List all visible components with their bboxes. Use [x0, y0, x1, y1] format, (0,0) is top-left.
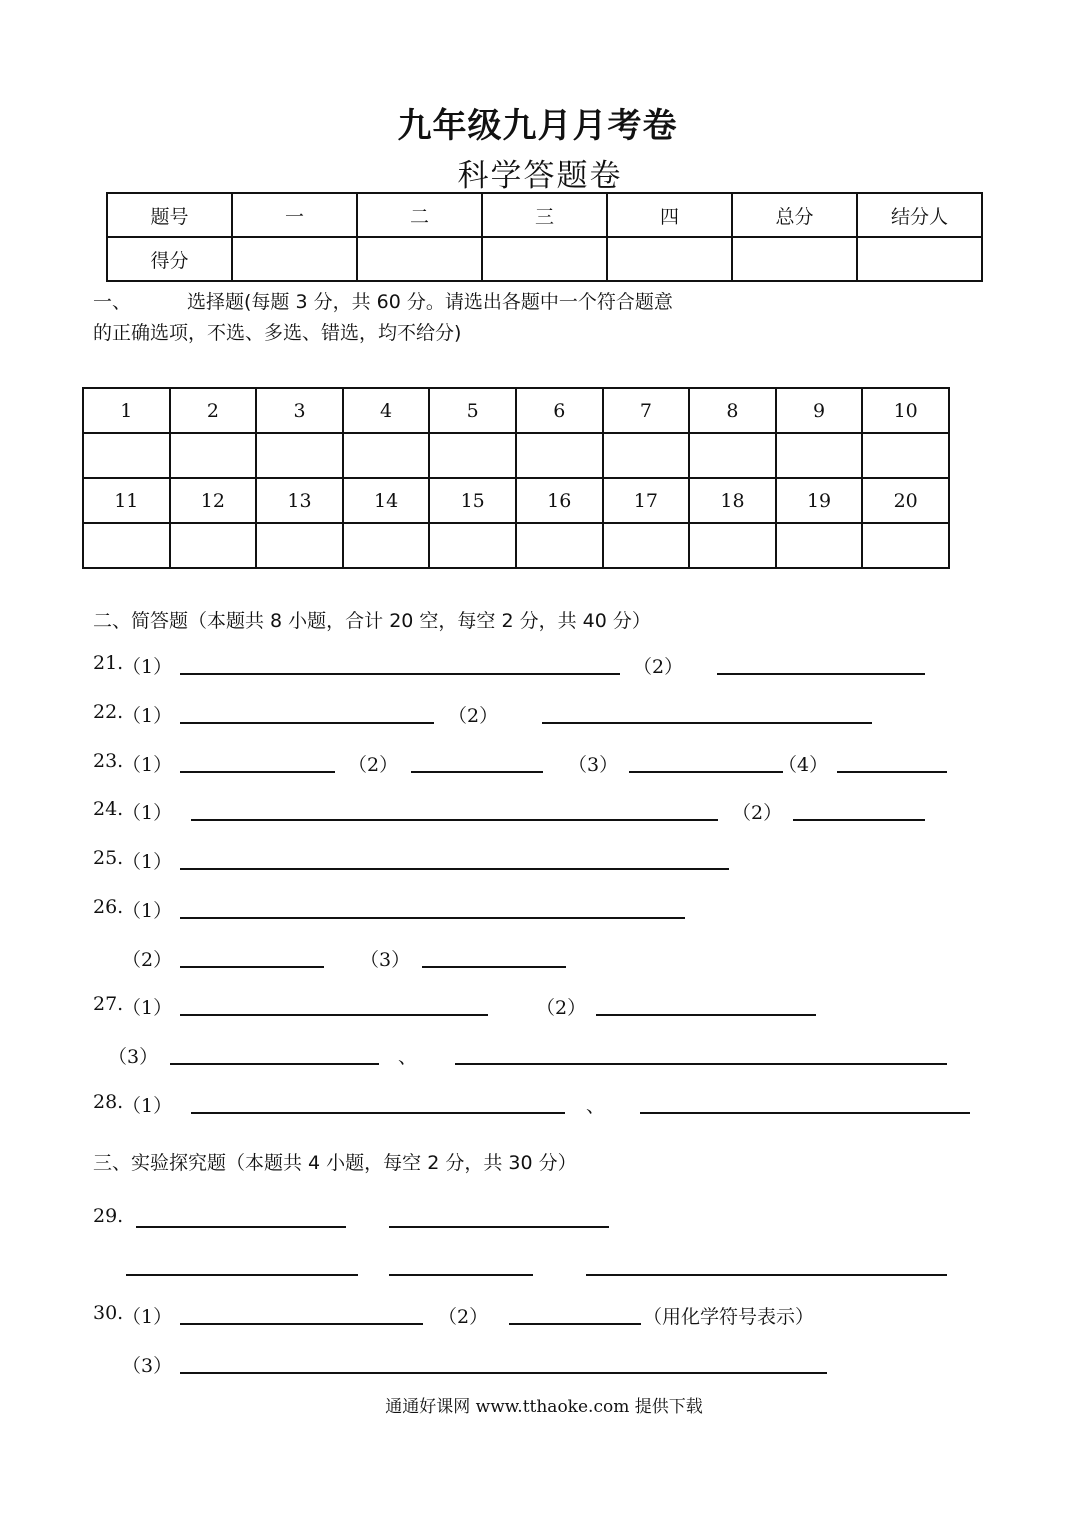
- q29-blank-1[interactable]: [136, 1226, 346, 1228]
- q24-part2-label: （2）: [732, 802, 783, 824]
- q28-part1-label: （1）: [122, 1095, 173, 1117]
- grid-number-row: [83, 388, 949, 433]
- score-row-label: 得分: [107, 237, 232, 281]
- score-cell[interactable]: [357, 237, 482, 281]
- q27-part3-blank-a[interactable]: [170, 1063, 379, 1065]
- score-cell[interactable]: [607, 237, 732, 281]
- section2-heading: 二、简答题（本题共 8 小题，合计 20 空，每空 2 分，共 40 分）: [93, 610, 651, 632]
- q21-part2-label: （2）: [633, 656, 684, 678]
- grid-answer-cell[interactable]: [689, 433, 776, 478]
- grid-answer-cell[interactable]: [343, 433, 430, 478]
- q26-number: 26.: [93, 896, 124, 918]
- q21-part1-label: （1）: [122, 656, 173, 678]
- q29-blank-4[interactable]: [389, 1274, 533, 1276]
- grid-answer-row: [83, 433, 949, 478]
- score-table: [106, 192, 983, 282]
- q25-part1-label: （1）: [122, 851, 173, 873]
- score-cell[interactable]: [232, 237, 357, 281]
- score-header-cell: 四: [607, 193, 732, 237]
- grid-answer-cell[interactable]: [256, 433, 343, 478]
- section3-heading: 三、实验探究题（本题共 4 小题，每空 2 分，共 30 分）: [93, 1152, 577, 1174]
- grid-answer-cell[interactable]: [603, 523, 690, 568]
- q28-part1-blank-a[interactable]: [191, 1112, 565, 1114]
- grid-number-cell: 10: [862, 388, 949, 433]
- q22-number: 22.: [93, 701, 124, 723]
- grid-answer-cell[interactable]: [343, 523, 430, 568]
- footer-text: 通通好课网 www.tthaoke.com 提供下载: [385, 1397, 703, 1417]
- q30-number: 30.: [93, 1302, 124, 1324]
- score-header-cell: 一: [232, 193, 357, 237]
- grid-answer-cell[interactable]: [776, 523, 863, 568]
- page-subtitle: 科学答题卷: [457, 158, 623, 194]
- grid-number-cell: 18: [689, 478, 776, 523]
- q27-part1-label: （1）: [122, 997, 173, 1019]
- grid-number-cell: 3: [256, 388, 343, 433]
- q22-part1-blank[interactable]: [180, 722, 434, 724]
- q23-part1-blank[interactable]: [180, 771, 335, 773]
- grid-number-cell: 12: [170, 478, 257, 523]
- q30-part2-blank[interactable]: [509, 1323, 641, 1325]
- grid-number-cell: 9: [776, 388, 863, 433]
- q26-part2-label: （2）: [122, 949, 173, 971]
- grid-answer-cell[interactable]: [516, 523, 603, 568]
- q27-separator: 、: [398, 1046, 418, 1068]
- q27-part1-blank[interactable]: [180, 1014, 488, 1016]
- q27-number: 27.: [93, 993, 124, 1015]
- q23-part1-label: （1）: [122, 754, 173, 776]
- grid-answer-cell[interactable]: [603, 433, 690, 478]
- grid-number-cell: 1: [83, 388, 170, 433]
- q27-part3-blank-b[interactable]: [455, 1063, 947, 1065]
- q28-separator: 、: [586, 1095, 606, 1117]
- q23-part3-blank[interactable]: [629, 771, 783, 773]
- section1-label: 一、: [93, 291, 132, 313]
- grid-answer-cell[interactable]: [429, 433, 516, 478]
- q26-part1-label: （1）: [122, 900, 173, 922]
- q24-part1-label: （1）: [122, 802, 173, 824]
- q26-part1-blank[interactable]: [180, 917, 685, 919]
- grid-answer-row: [83, 523, 949, 568]
- q29-blank-5[interactable]: [586, 1274, 947, 1276]
- grid-number-cell: 20: [862, 478, 949, 523]
- grid-number-cell: 6: [516, 388, 603, 433]
- q30-part3-label: （3）: [122, 1355, 173, 1377]
- q24-number: 24.: [93, 798, 124, 820]
- q30-part2-label: （2）: [438, 1306, 489, 1328]
- score-cell[interactable]: [857, 237, 982, 281]
- q29-number: 29.: [93, 1205, 124, 1227]
- grid-answer-cell[interactable]: [83, 433, 170, 478]
- grid-answer-cell[interactable]: [256, 523, 343, 568]
- grid-answer-cell[interactable]: [516, 433, 603, 478]
- q22-part2-label: （2）: [448, 705, 499, 727]
- section1-text-line2: 的正确选项，不选、多选、错选，均不给分): [93, 322, 462, 344]
- grid-answer-cell[interactable]: [776, 433, 863, 478]
- section1-text-line1: 选择题(每题 3 分，共 60 分。请选出各题中一个符合题意: [187, 291, 673, 313]
- q21-number: 21.: [93, 652, 124, 674]
- q23-part2-blank[interactable]: [411, 771, 543, 773]
- grid-number-cell: 2: [170, 388, 257, 433]
- score-table-header-row: [107, 193, 982, 237]
- grid-number-cell: 7: [603, 388, 690, 433]
- grid-answer-cell[interactable]: [862, 433, 949, 478]
- q23-part3-label: （3）: [568, 754, 619, 776]
- q28-part1-blank-b[interactable]: [640, 1112, 970, 1114]
- q27-part3-label: （3）: [108, 1046, 159, 1068]
- score-header-cell: 二: [357, 193, 482, 237]
- q27-part2-label: （2）: [536, 997, 587, 1019]
- grid-number-cell: 15: [429, 478, 516, 523]
- grid-number-cell: 11: [83, 478, 170, 523]
- q26-part2-blank[interactable]: [180, 966, 324, 968]
- score-cell[interactable]: [482, 237, 607, 281]
- score-header-cell: 结分人: [857, 193, 982, 237]
- section1-heading: [93, 287, 673, 314]
- q23-part4-blank[interactable]: [837, 771, 947, 773]
- grid-number-cell: 19: [776, 478, 863, 523]
- q22-part2-blank[interactable]: [542, 722, 872, 724]
- q21-part1-blank[interactable]: [180, 673, 620, 675]
- grid-number-cell: 5: [429, 388, 516, 433]
- score-header-cell: 总分: [732, 193, 857, 237]
- q29-blank-3[interactable]: [126, 1274, 358, 1276]
- grid-number-cell: 4: [343, 388, 430, 433]
- q24-part2-blank[interactable]: [793, 819, 925, 821]
- q23-part2-label: （2）: [348, 754, 399, 776]
- grid-number-cell: 14: [343, 478, 430, 523]
- q26-part3-blank[interactable]: [422, 966, 566, 968]
- grid-answer-cell[interactable]: [689, 523, 776, 568]
- q24-part1-blank[interactable]: [191, 819, 718, 821]
- score-header-cell: 三: [482, 193, 607, 237]
- grid-number-cell: 13: [256, 478, 343, 523]
- q29-blank-2[interactable]: [389, 1226, 609, 1228]
- q30-part1-label: （1）: [122, 1306, 173, 1328]
- grid-number-row: [83, 478, 949, 523]
- q28-number: 28.: [93, 1091, 124, 1113]
- q22-part1-label: （1）: [122, 705, 173, 727]
- score-table-score-row: [107, 237, 982, 281]
- q21-part2-blank[interactable]: [717, 673, 925, 675]
- score-cell[interactable]: [732, 237, 857, 281]
- q30-note: （用化学符号表示）: [643, 1306, 815, 1328]
- q27-part2-blank[interactable]: [596, 1014, 816, 1016]
- q25-number: 25.: [93, 847, 124, 869]
- grid-answer-cell[interactable]: [862, 523, 949, 568]
- score-header-cell: 题号: [107, 193, 232, 237]
- q23-part4-label: （4）: [778, 754, 829, 776]
- q23-number: 23.: [93, 750, 124, 772]
- q30-part1-blank[interactable]: [180, 1323, 423, 1325]
- grid-answer-cell[interactable]: [170, 523, 257, 568]
- page-title: 九年级九月月考卷: [397, 106, 678, 146]
- grid-answer-cell[interactable]: [170, 433, 257, 478]
- q25-part1-blank[interactable]: [180, 868, 729, 870]
- grid-answer-cell[interactable]: [429, 523, 516, 568]
- grid-answer-cell[interactable]: [83, 523, 170, 568]
- grid-number-cell: 16: [516, 478, 603, 523]
- choice-answer-grid: [82, 387, 950, 569]
- grid-number-cell: 17: [603, 478, 690, 523]
- grid-number-cell: 8: [689, 388, 776, 433]
- q30-part3-blank[interactable]: [180, 1372, 827, 1374]
- q26-part3-label: （3）: [360, 949, 411, 971]
